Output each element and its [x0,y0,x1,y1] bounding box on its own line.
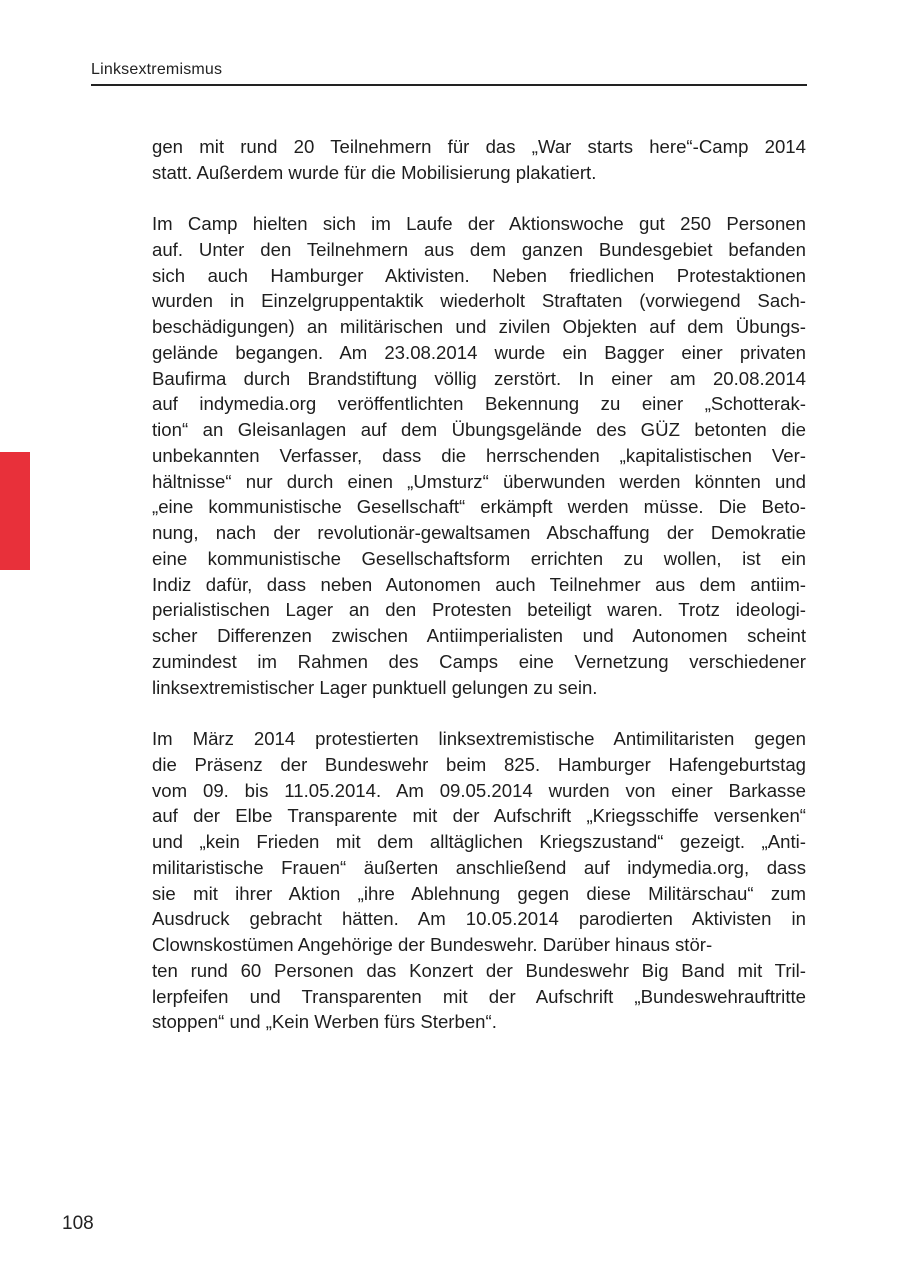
running-head-title: Linksextremismus [91,61,223,78]
text-line: tion“ an Gleisanlagen auf dem Übungsgelände des GÜZ betonten die [152,419,806,440]
text-line: Indiz dafür, dass neben Autonomen auch Teilnehmer aus dem antiim- [152,573,806,595]
text-line: ten rund 60 Personen das Konzert der Bundeswehr Big Band mit Tril- [152,959,806,981]
text-line: linksextremistischer Lager punktuell gelungen zu sein. [152,676,598,698]
text-line: scher Differenzen zwischen Antiimperialisten und Autonomen scheint [152,625,806,646]
text-line: hältnisse“ nur durch einen „Umsturz“ überwunden werden könnten und [152,470,806,492]
text-line: nung, nach der revolutionär-gewaltsamen Abschaffung der Demokratie [152,522,806,543]
text-line: zumindest im Rahmen des Camps eine Vernetzung verschiedener [152,650,806,672]
text-line: militaristische Frauen“ äußerten anschließend auf indymedia.org, dass [152,856,806,878]
text-line: eine kommunistische Gesellschaftsform errichten zu wollen, ist ein [152,547,806,569]
text-line: gen mit rund 20 Teilnehmern für das „War starts here“-Camp 2014 [152,136,806,157]
paragraph-2 [152,211,806,700]
text-line: sie mit ihrer Aktion „ihre Ablehnung gegen diese Militärschau“ zum [152,882,806,904]
text-line: Im März 2014 protestierten linksextremistische Antimilitaristen gegen [152,728,806,749]
text-line: Clownskostümen Angehörige der Bundeswehr. Darüber hinaus stör- [152,934,713,955]
text-line: gelände begangen. Am 23.08.2014 wurde ein Bagger einer privaten [152,341,806,363]
text-line: perialistischen Lager an den Protesten beteiligt waren. Trotz ideologi- [152,599,806,621]
text-line: und „kein Frieden mit dem alltäglichen Kriegszustand“ gezeigt. „Anti- [152,831,806,852]
text-line: auf indymedia.org veröffentlichten Bekennung zu einer „Schotterak- [152,393,806,415]
paragraph-3 [152,726,806,1035]
paragraph-1 [152,134,806,186]
text-line: Im Camp hielten sich im Laufe der Aktionswoche gut 250 Personen [152,213,806,234]
text-line: stoppen“ und „Kein Werben fürs Sterben“. [152,1011,497,1033]
text-line: auf der Elbe Transparente mit der Aufschrift „Kriegsschiffe versenken“ [152,805,806,827]
header-rule [91,84,807,86]
text-line: sich auch Hamburger Aktivisten. Neben friedlichen Protestaktionen [152,264,806,286]
text-line: beschädigungen) an militärischen und zivilen Objekten auf dem Übungs- [152,316,806,337]
text-line: Ausdruck gebracht hätten. Am 10.05.2014 parodierten Aktivisten in [152,908,806,930]
text-line: die Präsenz der Bundeswehr beim 825. Hamburger Hafengeburtstag [152,753,806,775]
text-line: auf. Unter den Teilnehmern aus dem ganzen Bundesgebiet befanden [152,238,806,260]
chapter-marker-tab [0,452,30,570]
text-line: Baufirma durch Brandstiftung völlig zerstört. In einer am 20.08.2014 [152,367,806,389]
text-line: vom 09. bis 11.05.2014. Am 09.05.2014 wurden von einer Barkasse [152,779,806,801]
text-line: wurden in Einzelgruppentaktik wiederholt Straftaten (vorwiegend Sach- [152,290,806,312]
text-line: lerpfeifen und Transparenten mit der Aufschrift „Bundeswehrauftritte [152,985,806,1007]
page-number: 108 [62,1213,94,1234]
text-line: „eine kommunistische Gesellschaft“ erkämpft werden müsse. Die Beto- [152,496,806,518]
text-line: unbekannten Verfasser, dass die herrschenden „kapitalistischen Ver- [152,444,806,466]
text-line: statt. Außerdem wurde für die Mobilisierung plakatiert. [152,161,597,183]
